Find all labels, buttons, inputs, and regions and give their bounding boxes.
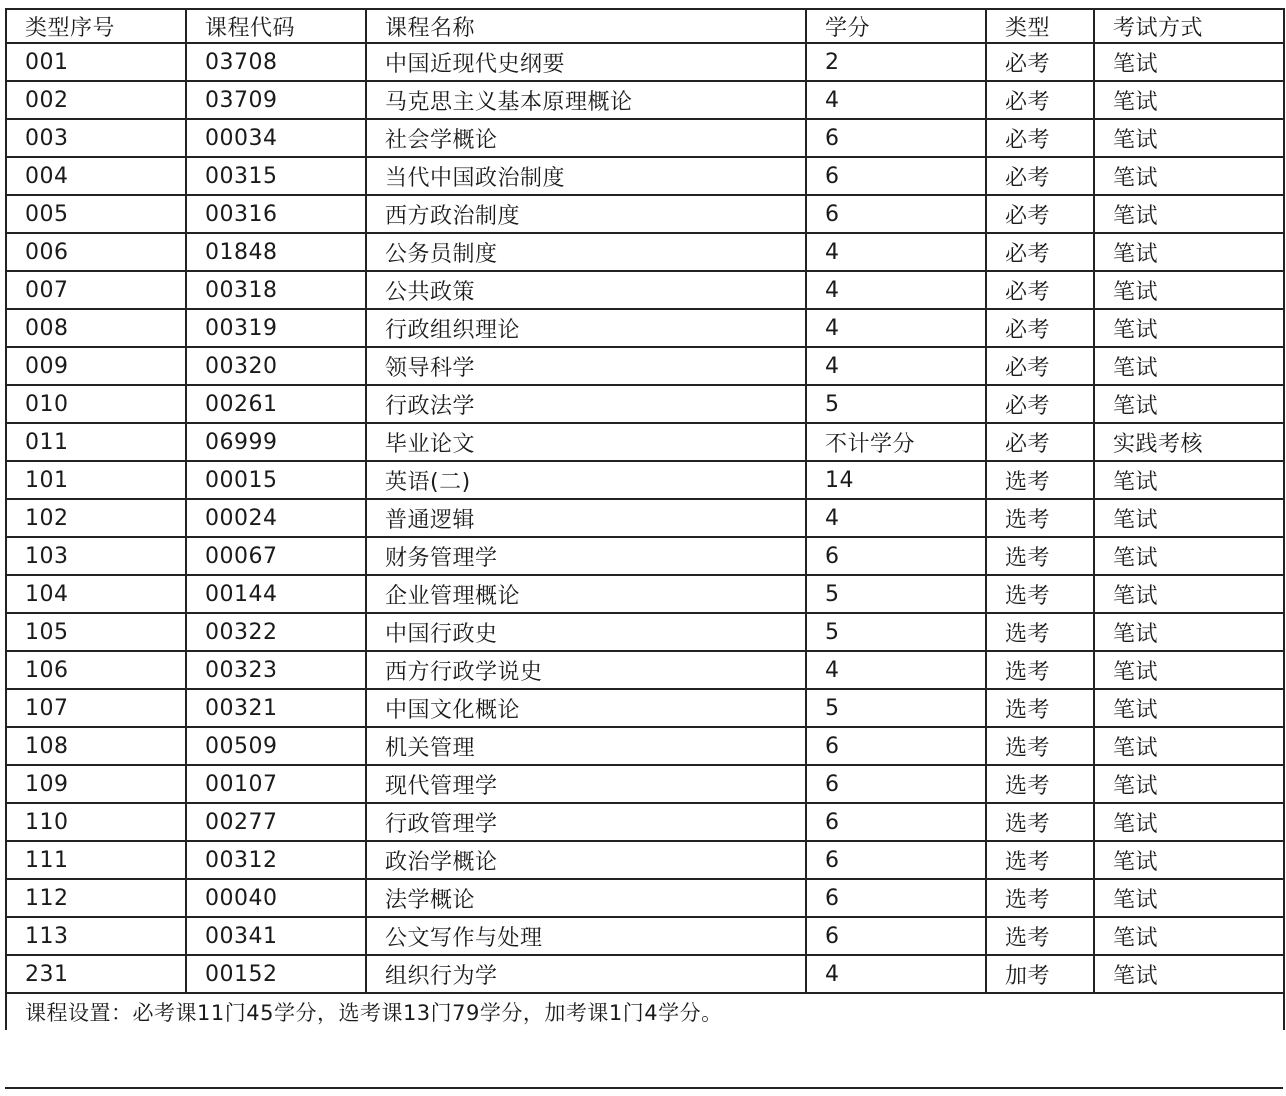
table-row (6, 613, 1284, 651)
cell-type: 必考 (986, 119, 1094, 157)
cell-exam-method: 笔试 (1094, 841, 1284, 879)
cell-serial: 007 (6, 271, 186, 309)
cell-course-name: 行政法学 (366, 385, 806, 423)
cell-type: 选考 (986, 727, 1094, 765)
cell-credits: 5 (806, 613, 986, 651)
cell-course-name: 中国行政史 (366, 613, 806, 651)
cell-code: 00040 (186, 879, 366, 917)
cell-exam-method: 笔试 (1094, 499, 1284, 537)
cell-credits: 6 (806, 727, 986, 765)
cell-type: 选考 (986, 917, 1094, 955)
cell-type: 必考 (986, 81, 1094, 119)
cell-credits: 6 (806, 537, 986, 575)
cell-code: 00277 (186, 803, 366, 841)
cell-course-name: 毕业论文 (366, 423, 806, 461)
cell-type: 选考 (986, 651, 1094, 689)
cell-credits: 6 (806, 917, 986, 955)
cell-course-name: 公务员制度 (366, 233, 806, 271)
cell-type: 必考 (986, 347, 1094, 385)
cell-type: 选考 (986, 499, 1094, 537)
cell-serial: 111 (6, 841, 186, 879)
cell-course-name: 公文写作与处理 (366, 917, 806, 955)
cell-code: 00509 (186, 727, 366, 765)
cell-code: 00067 (186, 537, 366, 575)
table-row (6, 955, 1284, 993)
cell-type: 必考 (986, 385, 1094, 423)
cell-exam-method: 实践考核 (1094, 423, 1284, 461)
cell-serial: 001 (6, 43, 186, 81)
cell-credits: 4 (806, 233, 986, 271)
cell-course-name: 现代管理学 (366, 765, 806, 803)
cell-serial: 101 (6, 461, 186, 499)
cell-course-name: 公共政策 (366, 271, 806, 309)
cell-course-name: 中国文化概论 (366, 689, 806, 727)
cell-exam-method: 笔试 (1094, 955, 1284, 993)
table-row (6, 233, 1284, 271)
cell-serial: 231 (6, 955, 186, 993)
cell-serial: 011 (6, 423, 186, 461)
cell-credits: 4 (806, 347, 986, 385)
cell-type: 必考 (986, 43, 1094, 81)
course-table (5, 8, 1285, 1030)
cell-exam-method: 笔试 (1094, 651, 1284, 689)
cell-serial: 112 (6, 879, 186, 917)
header-code: 课程代码 (186, 9, 366, 43)
cell-serial: 102 (6, 499, 186, 537)
cell-course-name: 领导科学 (366, 347, 806, 385)
table-row (6, 765, 1284, 803)
cell-code: 00015 (186, 461, 366, 499)
cell-course-name: 社会学概论 (366, 119, 806, 157)
table-row (6, 347, 1284, 385)
table-footer (6, 993, 1284, 1030)
cell-type: 选考 (986, 575, 1094, 613)
cell-credits: 6 (806, 879, 986, 917)
cell-course-name: 政治学概论 (366, 841, 806, 879)
cell-course-name: 普通逻辑 (366, 499, 806, 537)
table-row (6, 195, 1284, 233)
cell-exam-method: 笔试 (1094, 765, 1284, 803)
cell-credits: 2 (806, 43, 986, 81)
cell-credits: 6 (806, 841, 986, 879)
cell-credits: 4 (806, 81, 986, 119)
cell-serial: 109 (6, 765, 186, 803)
cell-serial: 110 (6, 803, 186, 841)
cell-exam-method: 笔试 (1094, 233, 1284, 271)
table-row (6, 43, 1284, 81)
cell-serial: 106 (6, 651, 186, 689)
table-row (6, 651, 1284, 689)
cell-code: 00316 (186, 195, 366, 233)
cell-course-name: 财务管理学 (366, 537, 806, 575)
cell-credits: 4 (806, 309, 986, 347)
cell-credits: 5 (806, 575, 986, 613)
bottom-divider (5, 1087, 1283, 1089)
cell-credits: 6 (806, 803, 986, 841)
cell-serial: 009 (6, 347, 186, 385)
cell-credits: 6 (806, 765, 986, 803)
cell-credits: 6 (806, 195, 986, 233)
cell-type: 必考 (986, 309, 1094, 347)
cell-code: 01848 (186, 233, 366, 271)
table-header (6, 9, 1284, 43)
cell-exam-method: 笔试 (1094, 119, 1284, 157)
cell-exam-method: 笔试 (1094, 803, 1284, 841)
table-row (6, 689, 1284, 727)
table-row (6, 119, 1284, 157)
cell-credits: 不计学分 (806, 423, 986, 461)
cell-type: 必考 (986, 423, 1094, 461)
cell-code: 00320 (186, 347, 366, 385)
cell-course-name: 行政组织理论 (366, 309, 806, 347)
cell-serial: 005 (6, 195, 186, 233)
cell-code: 00319 (186, 309, 366, 347)
cell-code: 00107 (186, 765, 366, 803)
cell-exam-method: 笔试 (1094, 537, 1284, 575)
cell-credits: 4 (806, 499, 986, 537)
cell-serial: 006 (6, 233, 186, 271)
cell-code: 00261 (186, 385, 366, 423)
cell-type: 必考 (986, 157, 1094, 195)
table-row (6, 879, 1284, 917)
cell-code: 00152 (186, 955, 366, 993)
cell-exam-method: 笔试 (1094, 157, 1284, 195)
cell-course-name: 马克思主义基本原理概论 (366, 81, 806, 119)
cell-course-name: 当代中国政治制度 (366, 157, 806, 195)
cell-type: 选考 (986, 461, 1094, 499)
cell-code: 06999 (186, 423, 366, 461)
cell-course-name: 西方行政学说史 (366, 651, 806, 689)
header-row (6, 9, 1284, 43)
cell-code: 03709 (186, 81, 366, 119)
cell-serial: 003 (6, 119, 186, 157)
cell-serial: 113 (6, 917, 186, 955)
cell-exam-method: 笔试 (1094, 81, 1284, 119)
table-row (6, 81, 1284, 119)
cell-type: 选考 (986, 613, 1094, 651)
cell-code: 00024 (186, 499, 366, 537)
course-summary-note: 课程设置：必考课11门45学分，选考课13门79学分，加考课1门4学分。 (6, 993, 1284, 1030)
cell-type: 选考 (986, 841, 1094, 879)
cell-credits: 6 (806, 157, 986, 195)
table-row (6, 423, 1284, 461)
cell-type: 必考 (986, 271, 1094, 309)
cell-code: 00144 (186, 575, 366, 613)
cell-credits: 14 (806, 461, 986, 499)
cell-code: 00312 (186, 841, 366, 879)
cell-exam-method: 笔试 (1094, 461, 1284, 499)
cell-course-name: 英语(二) (366, 461, 806, 499)
table-row (6, 157, 1284, 195)
cell-exam-method: 笔试 (1094, 689, 1284, 727)
cell-type: 必考 (986, 233, 1094, 271)
cell-type: 选考 (986, 765, 1094, 803)
table-row (6, 461, 1284, 499)
cell-type: 必考 (986, 195, 1094, 233)
cell-serial: 108 (6, 727, 186, 765)
header-course-name: 课程名称 (366, 9, 806, 43)
cell-serial: 004 (6, 157, 186, 195)
note-row (6, 993, 1284, 1030)
table-row (6, 385, 1284, 423)
cell-exam-method: 笔试 (1094, 613, 1284, 651)
cell-code: 00034 (186, 119, 366, 157)
cell-code: 00323 (186, 651, 366, 689)
cell-credits: 4 (806, 651, 986, 689)
header-type: 类型 (986, 9, 1094, 43)
cell-course-name: 法学概论 (366, 879, 806, 917)
cell-exam-method: 笔试 (1094, 385, 1284, 423)
cell-type: 选考 (986, 879, 1094, 917)
cell-exam-method: 笔试 (1094, 309, 1284, 347)
cell-exam-method: 笔试 (1094, 917, 1284, 955)
cell-serial: 010 (6, 385, 186, 423)
cell-course-name: 组织行为学 (366, 955, 806, 993)
cell-serial: 105 (6, 613, 186, 651)
table-row (6, 575, 1284, 613)
cell-code: 00315 (186, 157, 366, 195)
cell-course-name: 企业管理概论 (366, 575, 806, 613)
cell-serial: 104 (6, 575, 186, 613)
cell-serial: 107 (6, 689, 186, 727)
table-row (6, 309, 1284, 347)
cell-credits: 4 (806, 271, 986, 309)
table-row (6, 803, 1284, 841)
cell-serial: 008 (6, 309, 186, 347)
cell-serial: 103 (6, 537, 186, 575)
table-body (6, 43, 1284, 993)
cell-type: 选考 (986, 803, 1094, 841)
cell-exam-method: 笔试 (1094, 727, 1284, 765)
cell-exam-method: 笔试 (1094, 879, 1284, 917)
cell-course-name: 机关管理 (366, 727, 806, 765)
header-exam-method: 考试方式 (1094, 9, 1284, 43)
cell-exam-method: 笔试 (1094, 43, 1284, 81)
cell-exam-method: 笔试 (1094, 347, 1284, 385)
cell-type: 选考 (986, 537, 1094, 575)
header-serial: 类型序号 (6, 9, 186, 43)
cell-credits: 5 (806, 689, 986, 727)
cell-code: 00318 (186, 271, 366, 309)
cell-exam-method: 笔试 (1094, 575, 1284, 613)
cell-type: 加考 (986, 955, 1094, 993)
table-row (6, 727, 1284, 765)
table-row (6, 841, 1284, 879)
cell-course-name: 西方政治制度 (366, 195, 806, 233)
table-row (6, 271, 1284, 309)
cell-course-name: 中国近现代史纲要 (366, 43, 806, 81)
table-row (6, 537, 1284, 575)
cell-course-name: 行政管理学 (366, 803, 806, 841)
cell-exam-method: 笔试 (1094, 271, 1284, 309)
header-credits: 学分 (806, 9, 986, 43)
table-row (6, 917, 1284, 955)
cell-code: 03708 (186, 43, 366, 81)
table-row (6, 499, 1284, 537)
cell-type: 选考 (986, 689, 1094, 727)
cell-code: 00341 (186, 917, 366, 955)
cell-exam-method: 笔试 (1094, 195, 1284, 233)
cell-credits: 4 (806, 955, 986, 993)
cell-code: 00321 (186, 689, 366, 727)
cell-credits: 5 (806, 385, 986, 423)
cell-credits: 6 (806, 119, 986, 157)
cell-serial: 002 (6, 81, 186, 119)
cell-code: 00322 (186, 613, 366, 651)
